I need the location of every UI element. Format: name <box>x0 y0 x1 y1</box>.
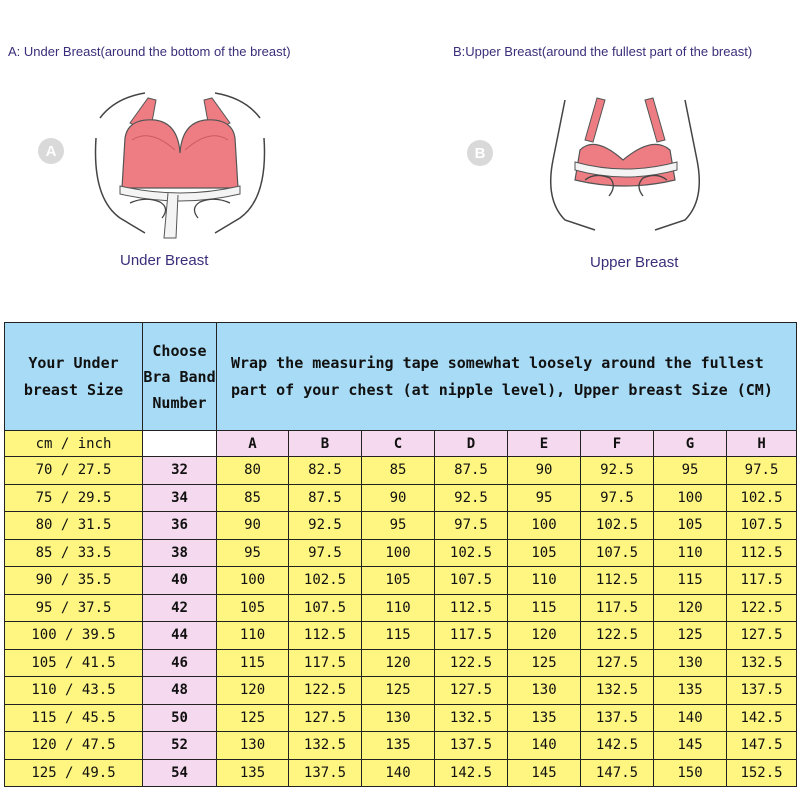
band-number-cell: 44 <box>143 622 217 650</box>
under-size-cell: 105 / 41.5 <box>5 649 143 677</box>
upper-size-cell: 142.5 <box>435 759 508 787</box>
upper-size-cell: 125 <box>654 622 727 650</box>
upper-size-cell: 90 <box>362 484 435 512</box>
cup-header-f: F <box>581 431 654 457</box>
upper-size-cell: 97.5 <box>727 457 797 485</box>
upper-size-cell: 132.5 <box>581 677 654 705</box>
table-row <box>5 622 797 650</box>
upper-size-cell: 120 <box>217 677 289 705</box>
upper-size-cell: 137.5 <box>581 704 654 732</box>
upper-size-cell: 97.5 <box>435 512 508 540</box>
upper-size-cell: 92.5 <box>289 512 362 540</box>
band-number-cell: 46 <box>143 649 217 677</box>
upper-size-cell: 112.5 <box>727 539 797 567</box>
upper-size-cell: 117.5 <box>435 622 508 650</box>
table-row <box>5 649 797 677</box>
table-row <box>5 539 797 567</box>
upper-size-cell: 142.5 <box>581 732 654 760</box>
upper-size-cell: 112.5 <box>289 622 362 650</box>
badge-a: A <box>38 138 64 164</box>
upper-size-cell: 152.5 <box>727 759 797 787</box>
cup-header-b: B <box>289 431 362 457</box>
upper-size-cell: 85 <box>217 484 289 512</box>
upper-size-cell: 87.5 <box>435 457 508 485</box>
upper-size-cell: 140 <box>362 759 435 787</box>
upper-size-cell: 115 <box>217 649 289 677</box>
upper-size-cell: 120 <box>654 594 727 622</box>
table-row <box>5 704 797 732</box>
upper-size-cell: 132.5 <box>727 649 797 677</box>
upper-size-cell: 122.5 <box>727 594 797 622</box>
band-number-cell: 42 <box>143 594 217 622</box>
upper-size-cell: 95 <box>508 484 581 512</box>
upper-size-cell: 110 <box>508 567 581 595</box>
upper-size-cell: 140 <box>654 704 727 732</box>
upper-size-cell: 135 <box>654 677 727 705</box>
upper-size-cell: 95 <box>217 539 289 567</box>
band-number-cell: 52 <box>143 732 217 760</box>
under-size-cell: 70 / 27.5 <box>5 457 143 485</box>
upper-size-cell: 92.5 <box>435 484 508 512</box>
upper-size-cell: 90 <box>217 512 289 540</box>
upper-size-cell: 107.5 <box>289 594 362 622</box>
upper-size-cell: 105 <box>217 594 289 622</box>
table-row <box>5 484 797 512</box>
upper-size-cell: 127.5 <box>581 649 654 677</box>
table-row <box>5 594 797 622</box>
upper-size-cell: 147.5 <box>727 732 797 760</box>
band-number-cell: 50 <box>143 704 217 732</box>
upper-size-cell: 87.5 <box>289 484 362 512</box>
under-size-cell: 125 / 49.5 <box>5 759 143 787</box>
upper-size-cell: 82.5 <box>289 457 362 485</box>
upper-size-cell: 130 <box>508 677 581 705</box>
upper-size-cell: 97.5 <box>289 539 362 567</box>
label-upper-breast: Upper Breast <box>590 254 679 271</box>
table-row <box>5 759 797 787</box>
cup-header-d: D <box>435 431 508 457</box>
illustration-area <box>0 0 800 320</box>
band-number-cell: 48 <box>143 677 217 705</box>
band-number-cell: 36 <box>143 512 217 540</box>
header-under-breast-size: Your Under breast Size <box>5 323 143 431</box>
table-row <box>5 512 797 540</box>
upper-size-cell: 107.5 <box>435 567 508 595</box>
band-number-cell: 38 <box>143 539 217 567</box>
upper-size-cell: 102.5 <box>581 512 654 540</box>
header-measuring-note: Wrap the measuring tape somewhat loosely around the fullest part of your chest (at nipple level), Upper breast Size (CM) <box>217 323 797 431</box>
upper-size-cell: 127.5 <box>435 677 508 705</box>
upper-size-cell: 145 <box>654 732 727 760</box>
band-number-cell: 32 <box>143 457 217 485</box>
upper-size-cell: 90 <box>508 457 581 485</box>
upper-size-cell: 137.5 <box>435 732 508 760</box>
upper-breast-illustration <box>535 80 715 250</box>
upper-size-cell: 125 <box>508 649 581 677</box>
upper-size-cell: 130 <box>362 704 435 732</box>
upper-size-cell: 85 <box>362 457 435 485</box>
upper-size-cell: 112.5 <box>581 567 654 595</box>
cup-header-h: H <box>727 431 797 457</box>
upper-size-cell: 135 <box>217 759 289 787</box>
upper-size-cell: 115 <box>362 622 435 650</box>
size-chart-table <box>4 322 797 787</box>
upper-size-cell: 92.5 <box>581 457 654 485</box>
upper-size-cell: 125 <box>217 704 289 732</box>
upper-size-cell: 130 <box>654 649 727 677</box>
under-size-cell: 110 / 43.5 <box>5 677 143 705</box>
upper-size-cell: 105 <box>508 539 581 567</box>
upper-size-cell: 135 <box>508 704 581 732</box>
header-row <box>5 323 797 431</box>
upper-size-cell: 127.5 <box>289 704 362 732</box>
under-size-cell: 85 / 33.5 <box>5 539 143 567</box>
under-breast-illustration <box>90 78 270 248</box>
unit-label: cm / inch <box>5 431 143 457</box>
upper-size-cell: 150 <box>654 759 727 787</box>
upper-size-cell: 102.5 <box>435 539 508 567</box>
upper-size-cell: 120 <box>362 649 435 677</box>
upper-size-cell: 125 <box>362 677 435 705</box>
upper-size-cell: 80 <box>217 457 289 485</box>
badge-b: B <box>467 140 493 166</box>
cup-header-row <box>5 431 797 457</box>
table-row <box>5 457 797 485</box>
under-size-cell: 90 / 35.5 <box>5 567 143 595</box>
caption-under-breast: A: Under Breast(around the bottom of the breast) <box>8 44 291 59</box>
upper-size-cell: 105 <box>362 567 435 595</box>
under-size-cell: 120 / 47.5 <box>5 732 143 760</box>
label-under-breast: Under Breast <box>120 252 209 269</box>
cup-header-g: G <box>654 431 727 457</box>
table-row <box>5 677 797 705</box>
under-size-cell: 100 / 39.5 <box>5 622 143 650</box>
upper-size-cell: 132.5 <box>289 732 362 760</box>
upper-size-cell: 140 <box>508 732 581 760</box>
upper-size-cell: 105 <box>654 512 727 540</box>
upper-size-cell: 100 <box>217 567 289 595</box>
upper-size-cell: 130 <box>217 732 289 760</box>
upper-size-cell: 135 <box>362 732 435 760</box>
upper-size-cell: 117.5 <box>289 649 362 677</box>
upper-size-cell: 102.5 <box>727 484 797 512</box>
header-band-number: Choose Bra Band Number <box>143 323 217 431</box>
table-row <box>5 567 797 595</box>
upper-size-cell: 117.5 <box>727 567 797 595</box>
cup-header-c: C <box>362 431 435 457</box>
band-number-cell: 54 <box>143 759 217 787</box>
band-number-cell: 40 <box>143 567 217 595</box>
upper-size-cell: 115 <box>654 567 727 595</box>
table-row <box>5 732 797 760</box>
cup-header-a: A <box>217 431 289 457</box>
upper-size-cell: 137.5 <box>727 677 797 705</box>
upper-size-cell: 132.5 <box>435 704 508 732</box>
cup-header-e: E <box>508 431 581 457</box>
upper-size-cell: 100 <box>362 539 435 567</box>
upper-size-cell: 100 <box>508 512 581 540</box>
upper-size-cell: 122.5 <box>289 677 362 705</box>
upper-size-cell: 147.5 <box>581 759 654 787</box>
caption-upper-breast: B:Upper Breast(around the fullest part of the breast) <box>453 44 753 59</box>
upper-size-cell: 120 <box>508 622 581 650</box>
band-blank-cell <box>143 431 217 457</box>
upper-size-cell: 137.5 <box>289 759 362 787</box>
upper-size-cell: 112.5 <box>435 594 508 622</box>
upper-size-cell: 115 <box>508 594 581 622</box>
upper-size-cell: 110 <box>654 539 727 567</box>
under-size-cell: 115 / 45.5 <box>5 704 143 732</box>
under-size-cell: 75 / 29.5 <box>5 484 143 512</box>
upper-size-cell: 95 <box>654 457 727 485</box>
under-size-cell: 95 / 37.5 <box>5 594 143 622</box>
upper-size-cell: 142.5 <box>727 704 797 732</box>
upper-size-cell: 97.5 <box>581 484 654 512</box>
upper-size-cell: 107.5 <box>727 512 797 540</box>
upper-size-cell: 102.5 <box>289 567 362 595</box>
band-number-cell: 34 <box>143 484 217 512</box>
under-size-cell: 80 / 31.5 <box>5 512 143 540</box>
upper-size-cell: 122.5 <box>581 622 654 650</box>
upper-size-cell: 110 <box>362 594 435 622</box>
upper-size-cell: 117.5 <box>581 594 654 622</box>
upper-size-cell: 110 <box>217 622 289 650</box>
upper-size-cell: 145 <box>508 759 581 787</box>
upper-size-cell: 107.5 <box>581 539 654 567</box>
upper-size-cell: 95 <box>362 512 435 540</box>
upper-size-cell: 122.5 <box>435 649 508 677</box>
upper-size-cell: 127.5 <box>727 622 797 650</box>
upper-size-cell: 100 <box>654 484 727 512</box>
